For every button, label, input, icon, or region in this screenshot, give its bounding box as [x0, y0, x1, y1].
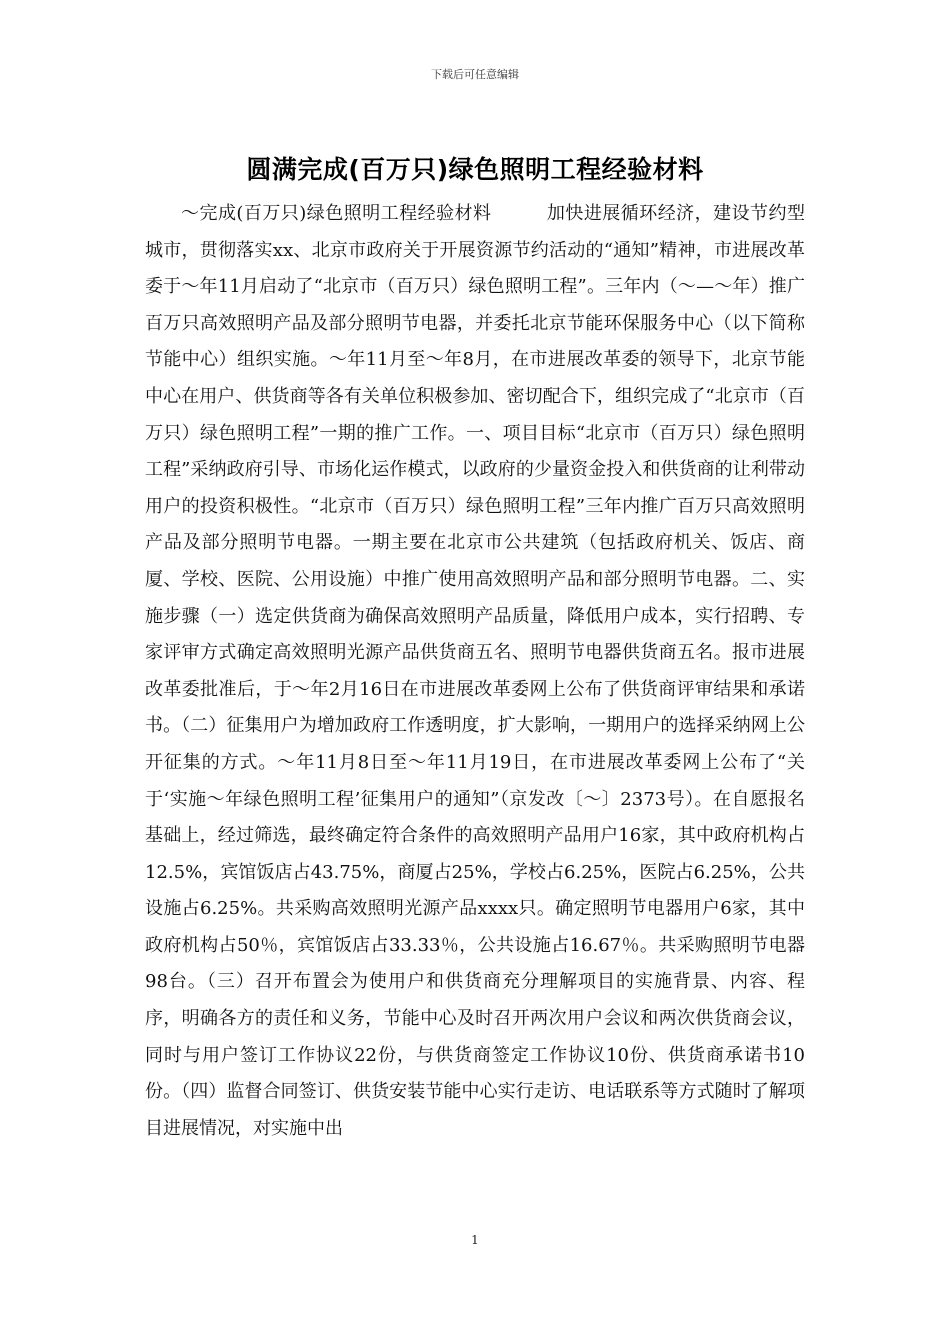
page-number: 1	[471, 1233, 479, 1247]
document-body	[145, 196, 805, 1147]
document-title: 圆满完成(百万只)绿色照明工程经验材料	[246, 155, 704, 184]
body-paragraph: ～完成(百万只)绿色照明工程经验材料 加快进展循环经济，建设节约型城市，贯彻落实xx、北京市政府关于开展资源节约活动的“通知”精神，市进展改革委于～年11月启动了“北京市（百万只）绿色照明工程”。三年内（～—～年）推广百万只高效照明产品及部分照明节电器，并委托北京节能环保服务中心（以下简称节能中心）组织实施。～年11月至～年8月，在市进展改革委的领导下，北京节能中心在用户、供货商等各有关单位积极参加、密切配合下，组织完成了“北京市（百万只）绿色照明工程”一期的推广工作。一、项目目标“北京市（百万只）绿色照明工程”采纳政府引导、市场化运作模式，以政府的少量资金投入和供货商的让利带动用户的投资积极性。“北京市（百万只）绿色照明工程”三年内推广百万只高效照明产品及部分照明节电器。一期主要在北京市公共建筑（包括政府机关、饭店、商厦、学校、医院、公用设施）中推广使用高效照明产品和部分照明节电器。二、实施步骤（一）选定供货商为确保高效照明产品质量，降低用户成本，实行招聘、专家评审方式确定高效照明光源产品供货商五名、照明节电器供货商五名。报市进展改革委批准后，于～年2月16日在市进展改革委网上公布了供货商评审结果和承诺书。（二）征集用户为增加政府工作透明度，扩大影响，一期用户的选择采纳网上公开征集的方式。～年11月8日至～年11月19日，在市进展改革委网上公布了“关于‘实施～年绿色照明工程’征集用户的通知”（京发改〔～〕2373号）。在自愿报名基础上，经过筛选，最终确定符合条件的高效照明产品用户16家，其中政府机构占12.5%，宾馆饭店占43.75%，商厦占25%，学校占6.25%，医院占6.25%，公共设施占6.25%。共采购高效照明光源产品xxxx只。确定照明节电器用户6家，其中政府机构占50％，宾馆饭店占33.33％，公共设施占16.67％。共采购照明节电器98台。（三）召开布置会为使用户和供货商充分理解项目的实施背景、内容、程序，明确各方的责任和义务，节能中心及时召开两次用户会议和两次供货商会议，同时与用户签订工作协议22份，与供货商签定工作协议10份、供货商承诺书10份。（四）监督合同签订、供货安装节能中心实行走访、电话联系等方式随时了解项目进展情况，对实施中出	[145, 203, 805, 1139]
page-header-note: 下载后可任意编辑	[431, 68, 519, 81]
